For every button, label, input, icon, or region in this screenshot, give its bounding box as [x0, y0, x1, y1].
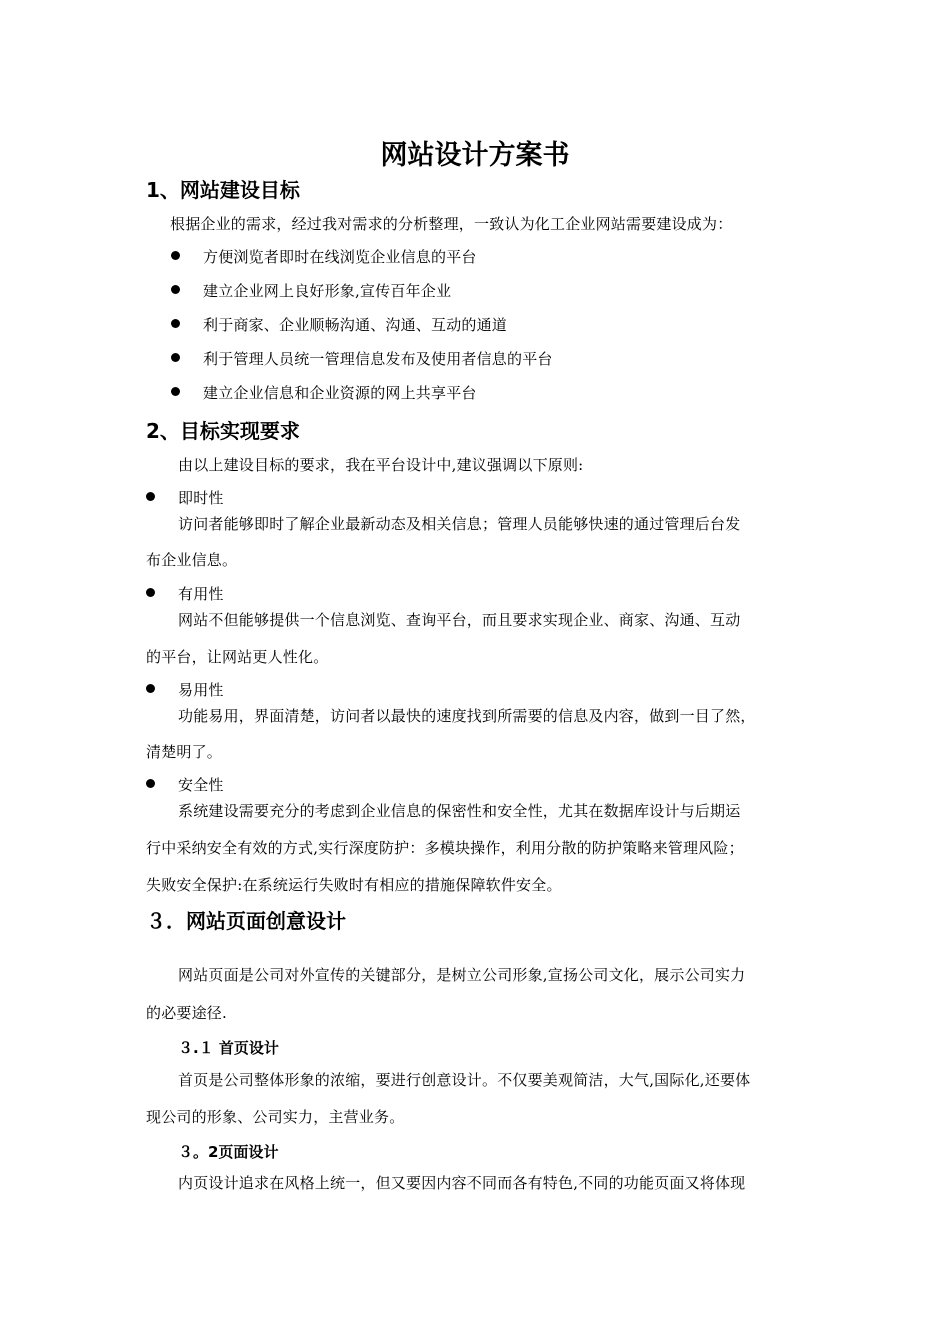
subsection-heading: ３.１ 首页设计	[178, 1039, 279, 1057]
bullet-icon	[146, 684, 155, 693]
list-item: 利于商家、企业顺畅沟通、沟通、互动的通道	[203, 316, 508, 334]
principle-text: 布企业信息。	[146, 551, 238, 569]
list-item: 建立企业网上良好形象,宣传百年企业	[203, 282, 452, 300]
list-item: 方便浏览者即时在线浏览企业信息的平台	[203, 248, 477, 266]
principle-text: 功能易用，界面清楚，访问者以最快的速度找到所需要的信息及内容，做到一目了然，	[178, 707, 756, 725]
section-3-intro: 的必要途径.	[146, 1004, 227, 1022]
bullet-icon	[171, 319, 180, 328]
section-1-heading: 1、网站建设目标	[146, 178, 300, 202]
principle-text: 行中采纳安全有效的方式,实行深度防护：多模块操作，利用分散的防护策略来管理风险；	[146, 839, 744, 857]
principle-name: 安全性	[178, 776, 224, 794]
principle-name: 易用性	[178, 681, 224, 699]
bullet-icon	[171, 251, 180, 260]
principle-text: 清楚明了。	[146, 743, 223, 761]
bullet-icon	[146, 492, 155, 501]
principle-name: 即时性	[178, 489, 224, 507]
section-1-intro: 根据企业的需求，经过我对需求的分析整理，一致认为化工企业网站需要建设成为：	[170, 215, 733, 233]
subsection-heading: ３。2页面设计	[178, 1143, 279, 1161]
bullet-icon	[171, 387, 180, 396]
principle-text: 访问者能够即时了解企业最新动态及相关信息；管理人员能够快速的通过管理后台发	[178, 515, 741, 533]
section-2-heading: 2、目标实现要求	[146, 419, 300, 443]
subsection-text: 首页是公司整体形象的浓缩，要进行创意设计。不仅要美观简洁，大气,国际化,还要体	[178, 1071, 751, 1089]
principle-text: 失败安全保护:在系统运行失败时有相应的措施保障软件安全。	[146, 876, 562, 894]
bullet-icon	[171, 285, 180, 294]
bullet-icon	[146, 779, 155, 788]
principle-name: 有用性	[178, 585, 224, 603]
section-2-intro: 由以上建设目标的要求，我在平台设计中,建议强调以下原则:	[178, 456, 584, 474]
section-3-intro: 网站页面是公司对外宣传的关键部分，是树立公司形象,宣扬公司文化，展示公司实力	[178, 966, 746, 984]
principle-text: 系统建设需要充分的考虑到企业信息的保密性和安全性，尤其在数据库设计与后期运	[178, 802, 741, 820]
principle-text: 网站不但能够提供一个信息浏览、查询平台，而且要求实现企业、商家、沟通、互动	[178, 611, 741, 629]
bullet-icon	[171, 353, 180, 362]
bullet-icon	[146, 588, 155, 597]
document-title: 网站设计方案书	[380, 140, 570, 171]
principle-text: 的平台，让网站更人性化。	[146, 648, 329, 666]
subsection-text: 内页设计追求在风格上统一，但又要因内容不同而各有特色,不同的功能页面又将体现	[178, 1174, 746, 1192]
list-item: 建立企业信息和企业资源的网上共享平台	[203, 384, 477, 402]
list-item: 利于管理人员统一管理信息发布及使用者信息的平台	[203, 350, 553, 368]
subsection-text: 现公司的形象、公司实力，主营业务。	[146, 1108, 405, 1126]
section-3-heading: ３．网站页面创意设计	[146, 909, 346, 933]
